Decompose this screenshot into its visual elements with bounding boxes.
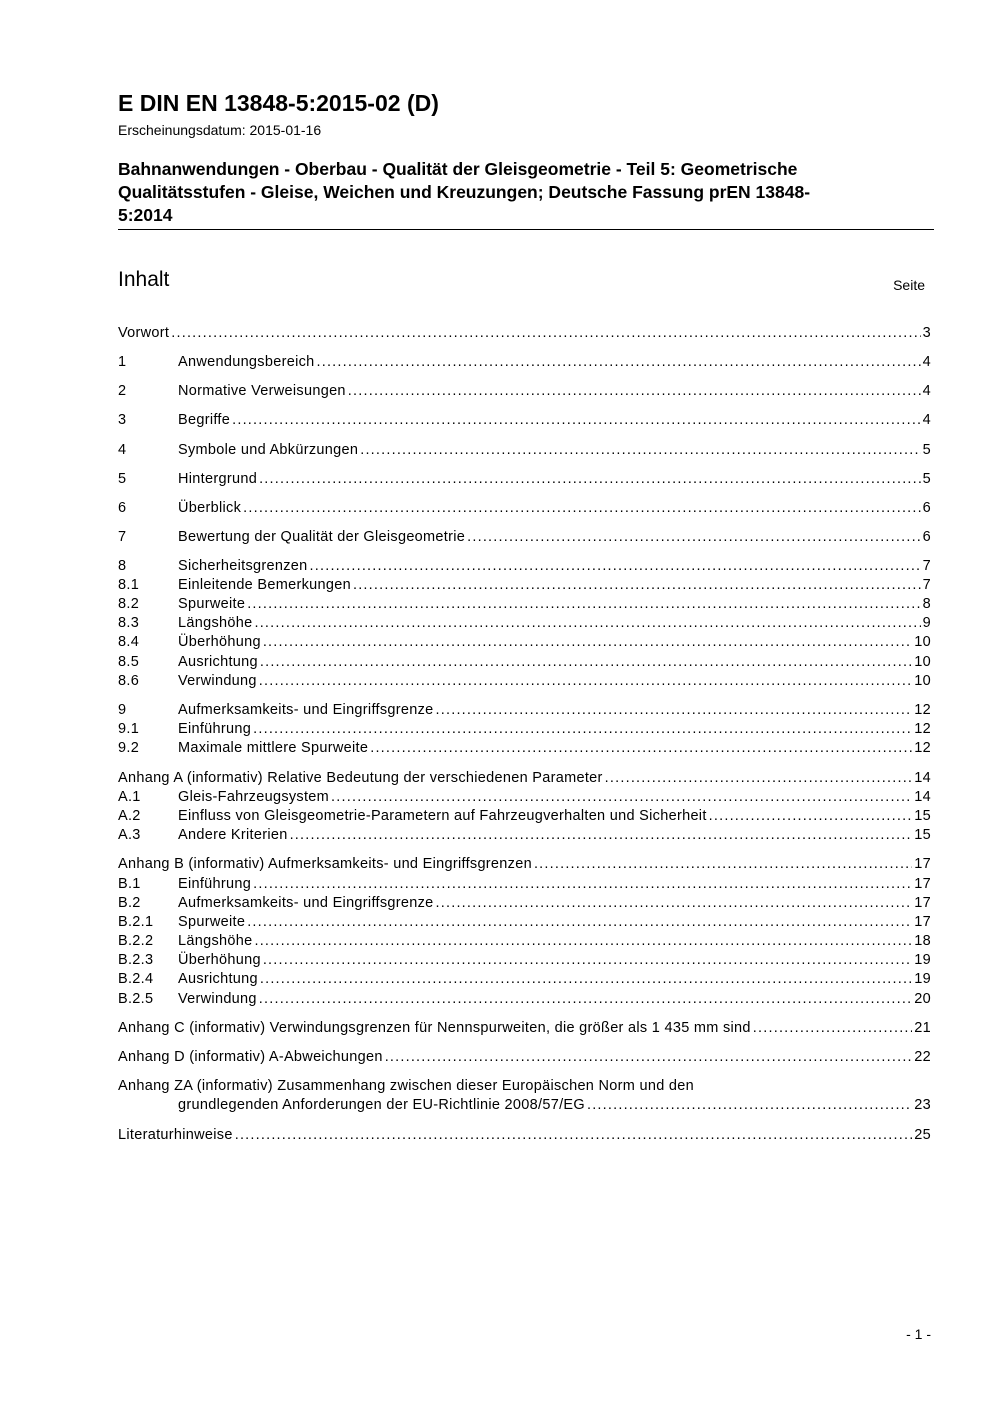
toc-entry-page: 5 [922, 442, 931, 458]
toc-entry[interactable] [118, 1096, 931, 1115]
toc-entry-number: B.2.3 [118, 952, 154, 968]
toc-entry-page: 4 [922, 354, 931, 370]
toc-entry-title: Begriffe [178, 412, 231, 428]
toc-entry[interactable] [118, 894, 931, 913]
toc-entry[interactable] [118, 855, 931, 874]
toc-entry-page: 20 [914, 991, 931, 1007]
toc-entry-page: 18 [914, 933, 931, 949]
toc-entry-title: Ausrichtung [178, 971, 258, 987]
toc-entry-page: 22 [914, 1049, 931, 1065]
toc-entry[interactable] [118, 1048, 931, 1067]
document-id: E DIN EN 13848-5:2015-02 (D) [118, 90, 439, 116]
toc-entry-number: 9.1 [118, 721, 140, 737]
toc-entry-page: 21 [914, 1020, 931, 1036]
toc-entry[interactable] [118, 353, 931, 372]
toc-entry-page: 17 [914, 856, 931, 872]
toc-entry[interactable] [118, 595, 931, 614]
toc-entry-page: 23 [914, 1097, 931, 1113]
toc-entry[interactable] [118, 557, 931, 576]
toc-entry-number: B.2.1 [118, 914, 154, 930]
toc-entry[interactable] [118, 1126, 931, 1145]
toc-entry-number: 8.6 [118, 673, 140, 689]
toc-entry[interactable] [118, 441, 931, 460]
toc-entry[interactable] [118, 1019, 931, 1038]
toc-entry-title: Verwindung [178, 991, 257, 1007]
toc-entry-title: Normative Verweisungen [178, 383, 346, 399]
toc-entry[interactable] [118, 324, 931, 343]
title-divider [118, 229, 934, 230]
toc-entry-title: grundlegenden Anforderungen der EU-Richtlinie 2008/57/EG [178, 1097, 585, 1113]
toc-entry-number: 4 [118, 442, 127, 458]
toc-entry-number: 5 [118, 471, 127, 487]
toc-entry-title: Überhöhung [178, 952, 261, 968]
toc-entry-page: 8 [922, 596, 931, 612]
toc-entry[interactable] [118, 990, 931, 1009]
toc-entry-page: 19 [914, 952, 931, 968]
toc-entry[interactable] [118, 470, 931, 489]
toc-entry[interactable] [118, 826, 931, 845]
toc-entry-title: Verwindung [178, 673, 257, 689]
toc-entry-title: Längshöhe [178, 615, 253, 631]
document-title [118, 158, 918, 227]
toc-entry-title: Hintergrund [178, 471, 258, 487]
toc-entry[interactable] [118, 807, 931, 826]
toc-entry[interactable] [118, 672, 931, 691]
toc-entry-number: 3 [118, 412, 127, 428]
toc-entry[interactable] [118, 499, 931, 518]
toc-entry-title: Gleis-Fahrzeugsystem [178, 789, 330, 805]
toc-entry-number: B.2.2 [118, 933, 154, 949]
toc-entry-number: 8.2 [118, 596, 140, 612]
toc-entry[interactable] [118, 951, 931, 970]
toc-entry-page: 4 [922, 383, 931, 399]
toc-entry-title: Aufmerksamkeits- und Eingriffsgrenze [178, 895, 434, 911]
toc-entry-page: 15 [914, 827, 931, 843]
toc-entry-title: Längshöhe [178, 933, 253, 949]
toc-entry[interactable] [118, 614, 931, 633]
toc-entry-title: Anhang C (informativ) Verwindungsgrenzen für Nennspurweiten, die größer als 1 435 mm sind [118, 1020, 751, 1036]
toc-entry-page: 7 [922, 558, 931, 574]
toc-entry-number: 7 [118, 529, 127, 545]
title-line-3: 5:2014 [118, 205, 173, 225]
toc-entry-page: 17 [914, 895, 931, 911]
toc-entry-title: Anwendungsbereich [178, 354, 315, 370]
toc-entry[interactable] [118, 382, 931, 401]
toc-entry-page: 10 [914, 654, 931, 670]
toc-entry-page: 10 [914, 673, 931, 689]
toc-entry-page: 19 [914, 971, 931, 987]
toc-entry-page: 9 [922, 615, 931, 631]
toc-entry[interactable] [118, 528, 931, 547]
toc-entry-page: 7 [922, 577, 931, 593]
toc-entry-number: 8 [118, 558, 127, 574]
toc-entry-page: 3 [922, 325, 931, 341]
toc-entry-title: Spurweite [178, 914, 246, 930]
toc-entry-number: 8.5 [118, 654, 140, 670]
toc-entry-number: 8.4 [118, 634, 140, 650]
title-line-1: Bahnanwendungen - Oberbau - Qualität der Gleisgeometrie - Teil 5: Geometrische [118, 159, 798, 179]
toc-entry-page: 5 [922, 471, 931, 487]
toc-entry-page: 6 [922, 529, 931, 545]
toc-entry-title: Überblick [178, 500, 242, 516]
toc-heading: Inhalt [118, 268, 170, 291]
toc-entry-number: 8.3 [118, 615, 140, 631]
toc-entry[interactable] [118, 1077, 931, 1096]
toc-entry-page: 12 [914, 721, 931, 737]
toc-entry-page: 17 [914, 876, 931, 892]
toc-entry-page: 4 [922, 412, 931, 428]
toc-entry-title: Einführung [178, 876, 252, 892]
toc-entry-number: 2 [118, 383, 127, 399]
toc-entry-number: A.3 [118, 827, 141, 843]
toc-entry-number: 6 [118, 500, 127, 516]
title-line-2: Qualitätsstufen - Gleise, Weichen und Kreuzungen; Deutsche Fassung prEN 13848- [118, 182, 811, 202]
toc-entry[interactable] [118, 739, 931, 758]
toc-entry-number: B.2.5 [118, 991, 154, 1007]
toc-entry-page: 14 [914, 789, 931, 805]
toc-entry-page: 15 [914, 808, 931, 824]
toc-entry[interactable] [118, 576, 931, 595]
toc-entry-title: Spurweite [178, 596, 246, 612]
toc-entry-page: 10 [914, 634, 931, 650]
toc-entry-number: A.2 [118, 808, 141, 824]
toc-entry-title: Vorwort [118, 325, 170, 341]
toc-entry-title: Maximale mittlere Spurweite [178, 740, 369, 756]
toc-entry-page: 6 [922, 500, 931, 516]
toc-entry-title: Einführung [178, 721, 252, 737]
toc-entry-number: 9.2 [118, 740, 140, 756]
toc-entry-number: B.1 [118, 876, 141, 892]
toc-entry-title: Anhang D (informativ) A-Abweichungen [118, 1049, 383, 1065]
toc-entry[interactable] [118, 653, 931, 672]
toc-entry-title: Anhang A (informativ) Relative Bedeutung der verschiedenen Parameter [118, 770, 603, 786]
toc-entry-title: Einleitende Bemerkungen [178, 577, 351, 593]
toc-entry[interactable] [118, 769, 931, 788]
toc-entry[interactable] [118, 913, 931, 932]
toc-page-label: Seite [893, 277, 925, 293]
toc-entry-page: 25 [914, 1127, 931, 1143]
toc-entry-title: Andere Kriterien [178, 827, 288, 843]
toc-entry-number: 9 [118, 702, 127, 718]
toc-entry-title: Bewertung der Qualität der Gleisgeometrie [178, 529, 466, 545]
toc-entry-title: Anhang B (informativ) Aufmerksamkeits- und Eingriffsgrenzen [118, 856, 532, 872]
toc-entry[interactable] [118, 411, 931, 430]
toc-entry[interactable] [118, 932, 931, 951]
toc-entry-number: 8.1 [118, 577, 140, 593]
toc-entry-number: A.1 [118, 789, 141, 805]
toc-entry-title: Symbole und Abkürzungen [178, 442, 359, 458]
toc-entry[interactable] [118, 970, 931, 989]
page-number: - 1 - [906, 1326, 931, 1342]
toc-entry-title: Überhöhung [178, 634, 261, 650]
toc-entry[interactable] [118, 633, 931, 652]
toc-entry-title: Anhang ZA (informativ) Zusammenhang zwischen dieser Europäischen Norm und den [118, 1078, 694, 1094]
toc-entry-page: 14 [914, 770, 931, 786]
toc-entry-title: Aufmerksamkeits- und Eingriffsgrenze [178, 702, 434, 718]
toc-entry[interactable] [118, 701, 931, 720]
toc-entry-page: 12 [914, 740, 931, 756]
toc-entry[interactable] [118, 720, 931, 739]
toc-entry-page: 17 [914, 914, 931, 930]
toc-entry-number: 1 [118, 354, 127, 370]
toc-entry-title: Ausrichtung [178, 654, 258, 670]
toc-entry-title: Literaturhinweise [118, 1127, 233, 1143]
toc-entry-number: B.2.4 [118, 971, 154, 987]
toc-entry-title: Sicherheitsgrenzen [178, 558, 308, 574]
toc-entry[interactable] [118, 788, 931, 807]
toc-entry-title: Einfluss von Gleisgeometrie-Parametern auf Fahrzeugverhalten und Sicherheit [178, 808, 707, 824]
toc-entry[interactable] [118, 875, 931, 894]
toc-entry-number: B.2 [118, 895, 141, 911]
publication-date: Erscheinungsdatum: 2015-01-16 [118, 122, 322, 138]
toc-entry-page: 12 [914, 702, 931, 718]
